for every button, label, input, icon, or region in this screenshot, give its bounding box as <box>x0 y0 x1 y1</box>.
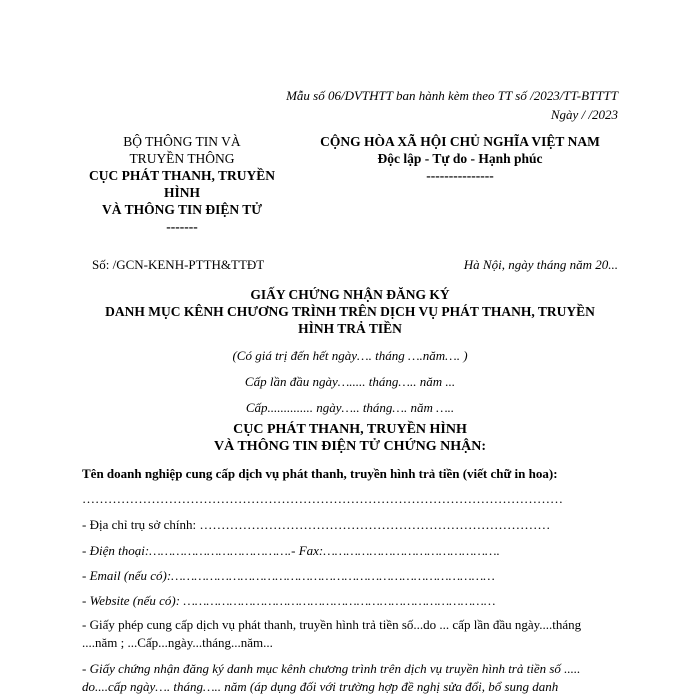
certificate-title-line1: GIẤY CHỨNG NHẬN ĐĂNG KÝ <box>250 287 450 302</box>
national-motto: Độc lập - Tự do - Hạnh phúc <box>377 151 543 166</box>
email-field: - Email (nếu có):………………………………………………………………………… <box>82 568 495 583</box>
certificate-title-line2: DANH MỤC KÊNH CHƯƠNG TRÌNH TRÊN DỊCH VỤ PHÁT THANH, TRUYỀN <box>105 304 595 319</box>
license-field: - Giấy phép cung cấp dịch vụ phát thanh, truyền hình trả tiền số...do ... cấp lần đầu ngày....tháng ....năm ; ...Cấp...ngày...tháng...năm... <box>82 617 582 650</box>
agency-department-line3: VÀ THÔNG TIN ĐIỆN TỬ <box>101 202 263 217</box>
agency-ministry-line2: TRUYỀN THÔNG <box>129 151 235 166</box>
certificate-title <box>82 286 618 337</box>
national-heading <box>290 133 630 184</box>
certifier-line2: VÀ THÔNG TIN ĐIỆN TỬ CHỨNG NHẬN: <box>214 439 486 454</box>
national-divider: --------------- <box>426 168 494 183</box>
certificate-title-line3: HÌNH TRẢ TIỀN <box>298 321 402 336</box>
phone-fax-field: - Điện thoại:……………………………….- Fax:………………………………………. <box>82 543 500 558</box>
first-issue-line: Cấp lần đầu ngày…..... tháng….. năm ... <box>244 374 456 389</box>
address-field: - Địa chỉ trụ sở chính: ……………………………………………………………………… <box>82 517 551 532</box>
company-name-label: Tên doanh nghiệp cung cấp dịch vụ phát thanh, truyền hình trả tiền (viết chữ in hoa): <box>82 466 558 481</box>
template-date: Ngày / /2023 <box>550 107 618 122</box>
validity-line: (Có giá trị đến hết ngày…. tháng ….năm…. ) <box>232 348 468 363</box>
agency-department-line1: CỤC PHÁT THANH, TRUYỀN <box>88 168 276 183</box>
agency-department-line2: HÌNH <box>163 185 200 200</box>
website-field: - Website (nếu có): ……………………………………………………………………… <box>82 593 496 608</box>
company-name-dots: ………………………………………………………………………………………………… <box>82 491 563 506</box>
issuing-agency <box>82 133 282 235</box>
issue-line: Cấp.............. ngày….. tháng…. năm ….. <box>245 400 455 415</box>
template-note: Mẫu số 06/DVTHTT ban hành kèm theo TT số /2023/TT-BTTTT <box>286 88 618 103</box>
national-title: CỘNG HÒA XÃ HỘI CHỦ NGHĨA VIỆT NAM <box>320 134 600 149</box>
place-and-date: Hà Nội, ngày tháng năm 20... <box>463 257 618 272</box>
agency-ministry-line1: BỘ THÔNG TIN VÀ <box>123 134 241 149</box>
certifier-line1: CỤC PHÁT THANH, TRUYỀN HÌNH <box>233 422 467 437</box>
agency-divider: ------- <box>166 219 198 234</box>
previous-certificate-field: - Giấy chứng nhận đăng ký danh mục kênh chương trình trên dịch vụ truyền hình trả tiền số ..... do....cấp ngày…. tháng….. năm (áp dụng đối với trường hợp đề nghị sửa đổi, bổ sung danh <box>82 661 581 694</box>
certifier-heading <box>82 421 618 455</box>
document-number: Số: /GCN-KENH-PTTH&TTĐT <box>92 257 265 272</box>
